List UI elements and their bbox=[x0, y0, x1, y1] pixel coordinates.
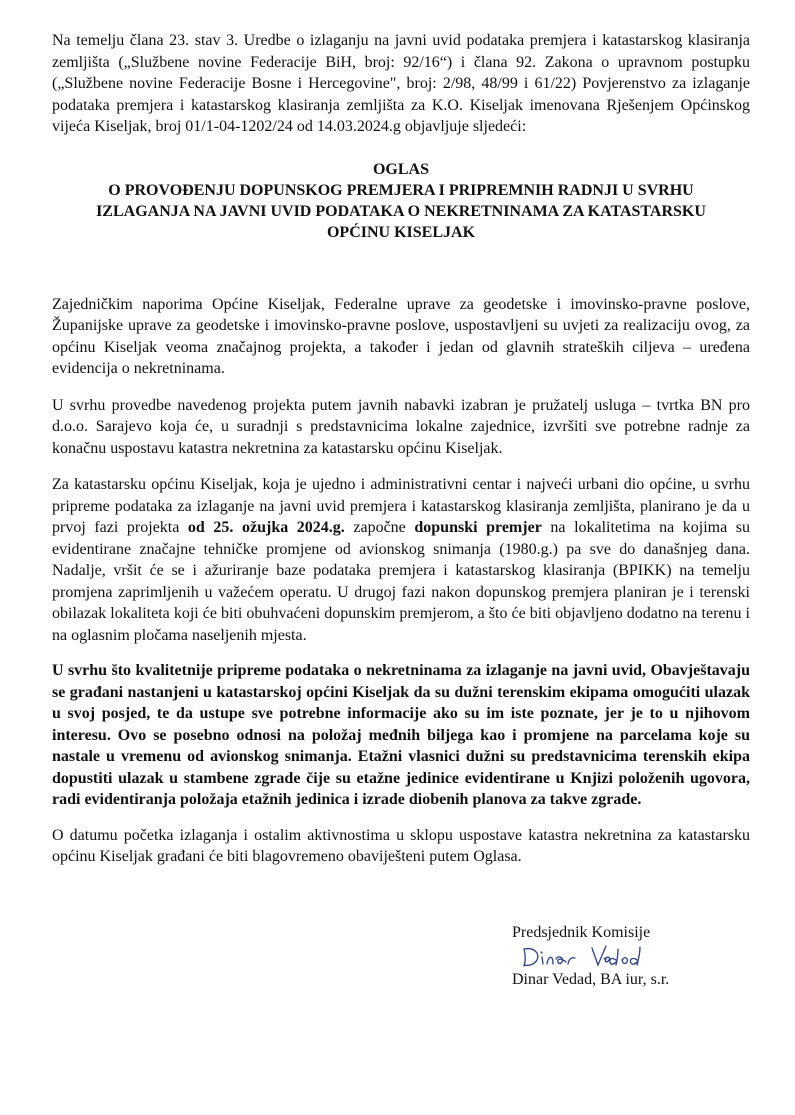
paragraph-project-phases bbox=[52, 474, 750, 646]
paragraph-cooperation: Zajedničkim naporima Općine Kiseljak, Federalne uprave za geodetske i imovinsko-pravne poslove, Županijske uprave za geodetske i imovinsko-pravne poslove, uspostavljeni su uvjeti za realizaciju ovog, za općinu Kiseljak veoma značajnog projekta, a također i jedan od glavnih strateških ciljeva – uređena evidencija o nekretninama. bbox=[52, 295, 750, 377]
signature-name: Dinar Vedad, BA iur, s.r. bbox=[512, 971, 670, 988]
p3-start-date: od 25. ožujka 2024.g. bbox=[187, 519, 345, 536]
announcement-heading bbox=[52, 159, 750, 243]
p3-text-c: na lokalitetima na kojima su evidentirane značajne tehničke promjene od avionskog snimanja (1980.g.) pa sve do današnjeg dana. Nadalje, vršit će se i ažuriranje baze podataka premjera i katastarskog klasiranja (BPIKK) na temelju promjena zaprimljenih u važećem operatu. U drugoj fazi nakon dopunskog premjera planiran je i terenski obilazak lokaliteta koji će biti obuhvaćeni dopunskim premjerom, a što će biti objavljeno dodatno na terenu i na oglasnim pločama naseljenih mjesta. bbox=[52, 519, 750, 644]
document-page bbox=[52, 30, 750, 868]
heading-title: OGLAS bbox=[372, 160, 429, 178]
p3-text-b: započne bbox=[344, 519, 415, 536]
signature-role: Predsjednik Komisije bbox=[512, 924, 651, 941]
p3-survey-term: dopunski premjer bbox=[414, 519, 542, 536]
heading-line-3: OPĆINU KISELJAK bbox=[326, 223, 476, 241]
signature-block bbox=[512, 922, 752, 990]
paragraph-notification: O datumu početka izlaganja i ostalim aktivnostima u sklopu uspostave katastra nekretnina za katastarsku općinu Kiseljak građani će biti blagovremeno obaviješteni putem Oglasa. bbox=[52, 826, 750, 865]
paragraph-citizen-obligations: U svrhu što kvalitetnije pripreme podataka o nekretninama za izlaganje na javni uvid, Obavještavaju se građani nastanjeni u katastarskoj općini Kiseljak da su dužni terenskim ekipama omogućiti ulazak u svoj posjed, te da ustupe sve potrebne informacije ako su im iste poznate, jer je to u njihovom interesu. Ovo se posebno odnosi na položaj međnih biljega kao i promjene na parcelama koje su nastale u vremenu od avionskog snimanja. Etažni vlasnici dužni su predstavnicima terenskih ekipa dopustiti ulazak u stambene zgrade čije su etažne jedinice evidentirane u Knjizi položenih ugovora, radi evidentiranja položaja etažnih jedinica i izrade diobenih planova za takve zgrade. bbox=[52, 662, 750, 808]
intro-paragraph: Na temelju člana 23. stav 3. Uredbe o izlaganju na javni uvid podataka premjera i katastarskog klasiranja zemljišta („Službene novine Federacije BiH, broj: 92/16“) i člana 92. Zakona o upravnom postupku („Službene novine Federacije Bosne i Hercegovine", broj: 2/98, 48/99 i 61/22) Povjerenstvo za izlaganje podataka premjera i katastarskog klasiranja zemljišta za K.O. Kiseljak imenovana Rješenjem Općinskog vijeća Kiseljak, broj 01/1-04-1202/24 od 14.03.2024.g objavljuje sljedeći: bbox=[52, 32, 750, 135]
heading-line-2: IZLAGANJA NA JAVNI UVID PODATAKA O NEKRETNINAMA ZA KATASTARSKU bbox=[96, 202, 706, 220]
paragraph-contractor: U svrhu provedbe navedenog projekta putem javnih nabavki izabran je pružatelj usluga – tvrtka BN pro d.o.o. Sarajevo koja će, u suradnji s predstavnicima lokalne zajednice, izvršiti sve potrebne radnje za konačnu uspostavu katastra nekretnina za katastarsku općinu Kiseljak. bbox=[52, 396, 750, 457]
p3-text-a: Za katastarsku općinu Kiseljak, koja je ujedno i administrativni centar i najveći urbani dio općine, u svrhu pripreme podataka za izlaganje na javni uvid premjera i katastarskog klasiranja zemljišta, planirano je da u prvoj fazi projekta bbox=[52, 476, 750, 536]
heading-line-1: O PROVOĐENJU DOPUNSKOG PREMJERA I PRIPREMNIH RADNJI U SVRHU bbox=[108, 181, 694, 199]
handwritten-signature bbox=[512, 943, 752, 969]
signature-scribble bbox=[520, 943, 670, 971]
